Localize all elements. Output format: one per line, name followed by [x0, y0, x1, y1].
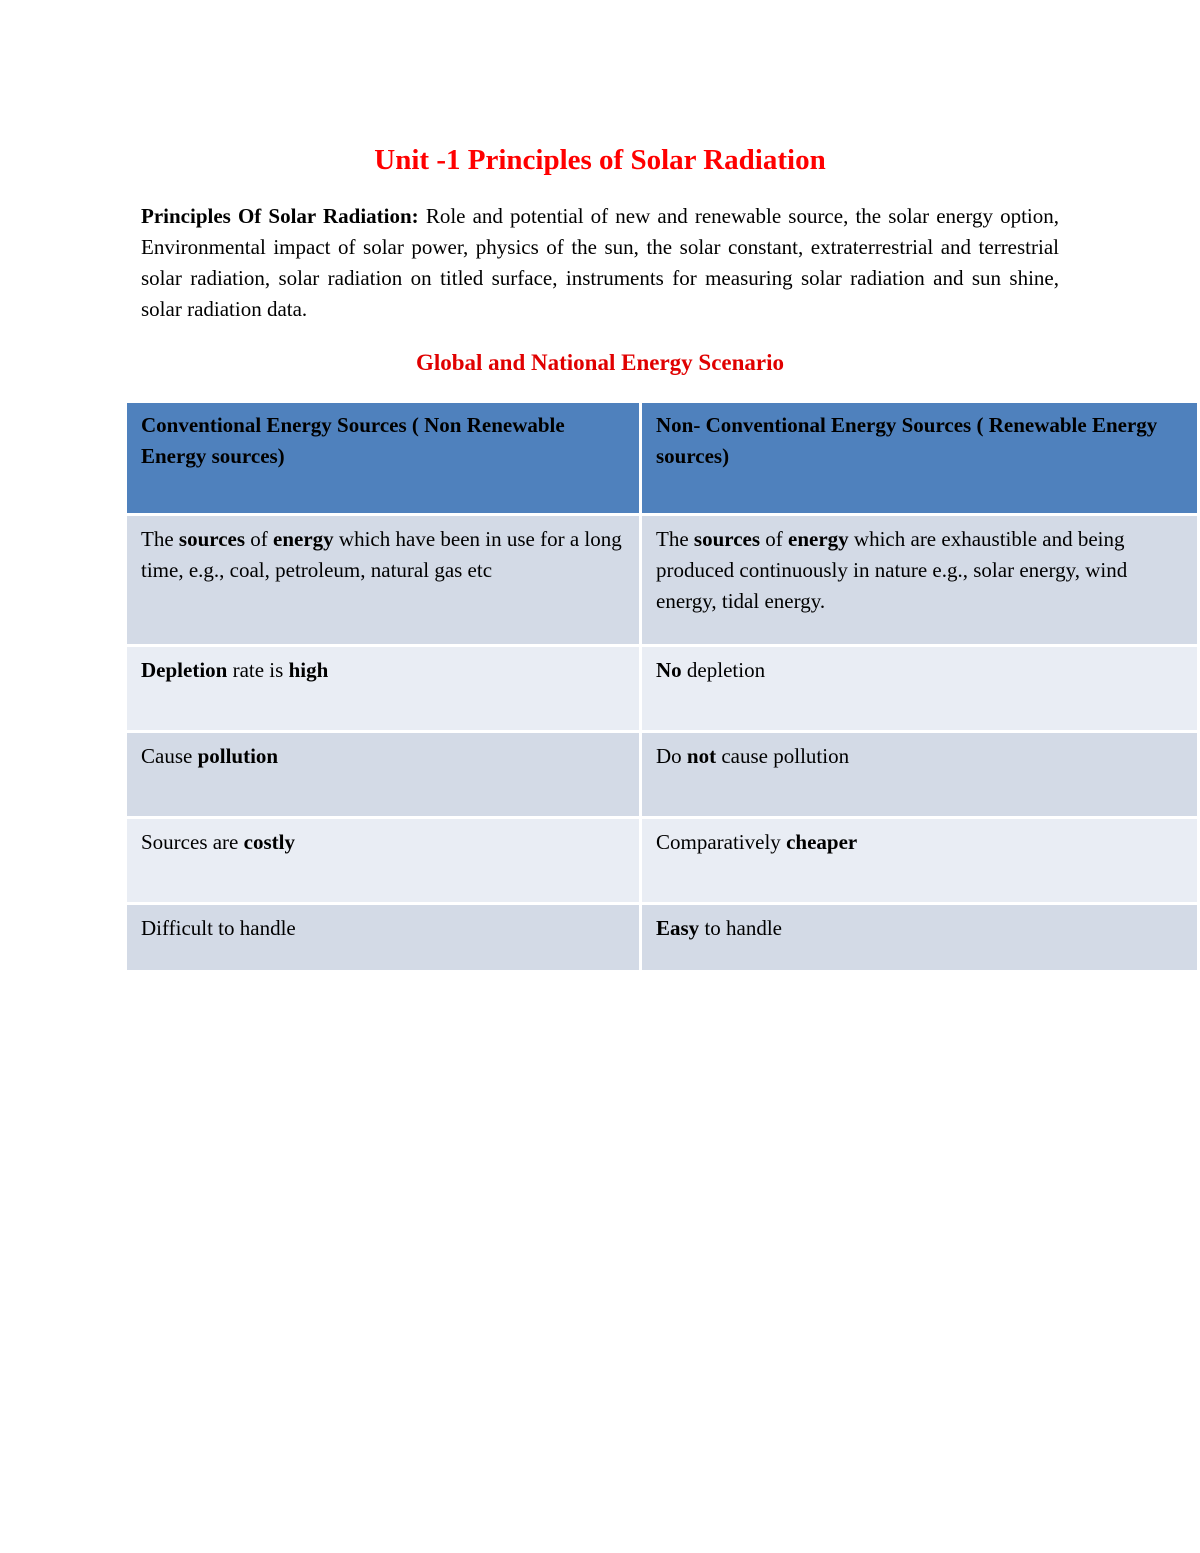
cell-text: of — [245, 527, 274, 551]
cell-text: which are exhaustible and being produced continuously in nature e.g., solar energy, wind energy, tidal energy. — [656, 527, 1128, 613]
table-cell-conventional — [127, 905, 639, 970]
table-row — [127, 819, 1197, 902]
cell-text: Sources are — [141, 830, 244, 854]
bold-text: No — [656, 658, 682, 682]
cell-text: cause pollution — [716, 744, 850, 768]
cell-text: Cause — [141, 744, 198, 768]
bold-text: cheaper — [786, 830, 858, 854]
table-row — [127, 516, 1197, 644]
bold-text: not — [686, 744, 717, 768]
table-cell-non-conventional — [642, 905, 1197, 970]
bold-text: high — [288, 658, 329, 682]
table-row — [127, 905, 1197, 970]
bold-text: Easy — [656, 916, 700, 940]
header-cell-non-conventional: Non- Conventional Energy Sources ( Renewable Energy sources) — [642, 403, 1197, 513]
table-cell-conventional — [127, 516, 639, 644]
cell-text: which have been in use for a long time, e.g., coal, petroleum, natural gas etc — [141, 527, 622, 582]
bold-text: energy — [788, 527, 849, 551]
comparison-table — [127, 403, 1197, 973]
table-cell-non-conventional — [642, 819, 1197, 902]
page-title: Unit -1 Principles of Solar Radiation — [374, 144, 826, 176]
bold-text: sources — [693, 527, 761, 551]
table-cell-conventional — [127, 819, 639, 902]
intro-paragraph — [141, 201, 1059, 325]
cell-text: rate is — [227, 658, 289, 682]
cell-text: of — [760, 527, 789, 551]
bold-text: costly — [243, 830, 295, 854]
intro-label: Principles Of Solar Radiation: — [141, 204, 419, 228]
bold-text: pollution — [197, 744, 279, 768]
table-cell-conventional — [127, 647, 639, 730]
table-row — [127, 647, 1197, 730]
cell-text: to handle — [699, 916, 782, 940]
bold-text: Depletion — [141, 658, 228, 682]
table-cell-non-conventional — [642, 516, 1197, 644]
bold-text: sources — [178, 527, 246, 551]
table-cell-conventional — [127, 733, 639, 816]
intro-text: Role and potential of new and renewable source, the solar energy option, Environmental impact of solar power, physics of the sun, the solar constant, extraterrestrial and terrestrial solar radiation, solar radiation on titled surface, instruments for measuring solar radiation and sun shine, solar radiation data. — [141, 204, 1059, 321]
table-cell-non-conventional — [642, 647, 1197, 730]
cell-text: Do — [656, 744, 687, 768]
header-cell-conventional: Conventional Energy Sources ( Non Renewable Energy sources) — [127, 403, 639, 513]
cell-text: depletion — [681, 658, 766, 682]
bold-text: energy — [273, 527, 334, 551]
cell-text: The — [656, 527, 694, 551]
table-header-row — [127, 403, 1197, 513]
table-cell-non-conventional — [642, 733, 1197, 816]
section-heading: Global and National Energy Scenario — [415, 350, 785, 375]
cell-text: Comparatively — [656, 830, 787, 854]
table-row — [127, 733, 1197, 816]
cell-text: The — [141, 527, 179, 551]
cell-text: Difficult to handle — [141, 916, 296, 940]
